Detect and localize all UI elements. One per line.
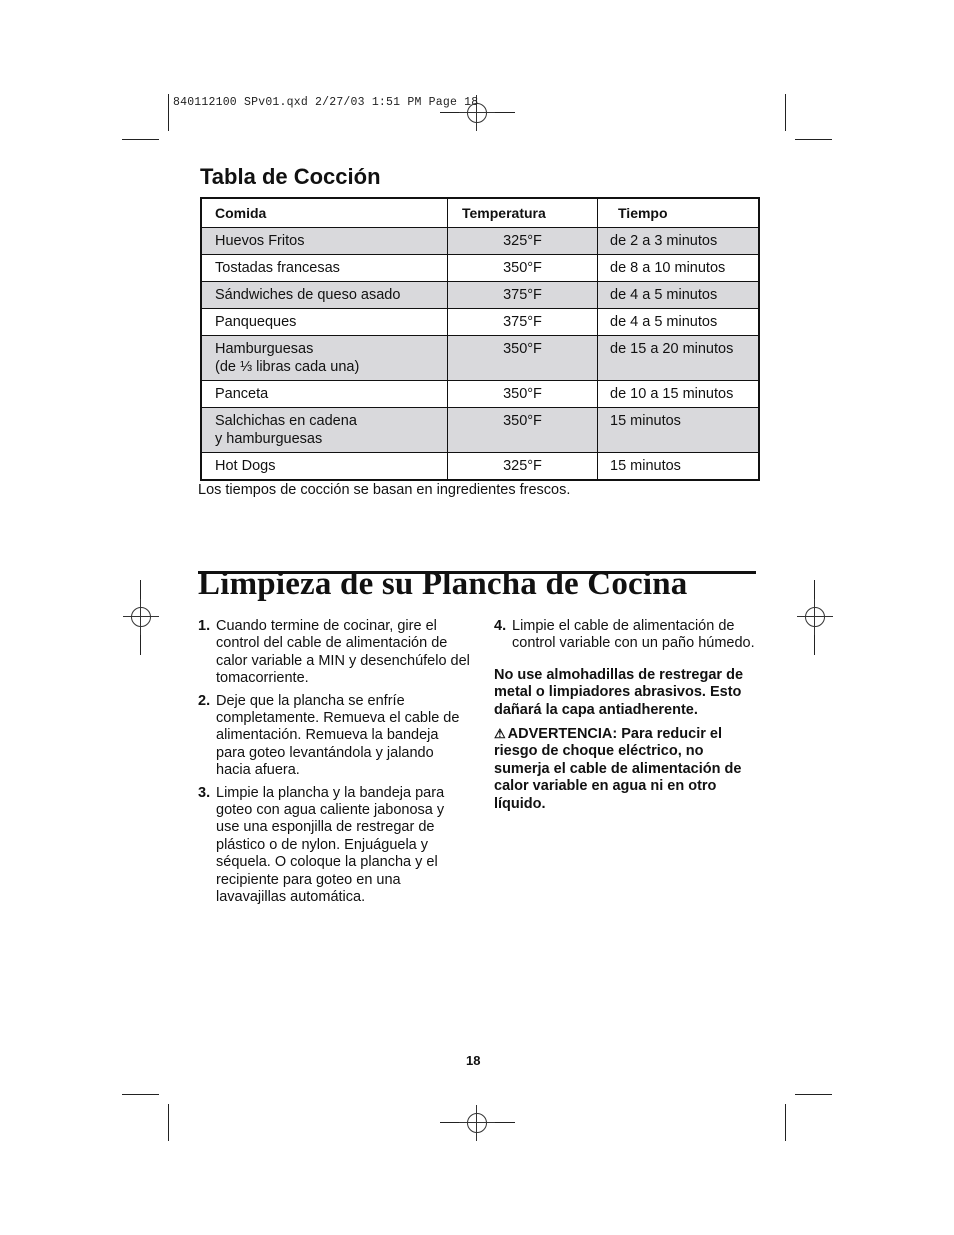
table-row bbox=[201, 282, 759, 309]
table-row bbox=[201, 255, 759, 282]
food-name: Hamburguesas bbox=[215, 341, 314, 357]
table-row bbox=[201, 408, 759, 453]
food-cell bbox=[201, 228, 448, 255]
header-temperature: Temperatura bbox=[448, 198, 598, 228]
food-name: Panceta bbox=[215, 386, 269, 402]
time-cell: de 8 a 10 minutos bbox=[598, 255, 760, 282]
step-number: 1. bbox=[198, 618, 211, 634]
table-row bbox=[201, 453, 759, 481]
temperature-cell: 375°F bbox=[448, 282, 598, 309]
temperature-cell: 325°F bbox=[448, 453, 598, 481]
time-cell: de 10 a 15 minutos bbox=[598, 381, 760, 408]
table-row bbox=[201, 228, 759, 255]
table-row bbox=[201, 336, 759, 381]
step-text: Deje que la plancha se enfríe completamente. Remueva el cable de alimentación. Remueva la bandeja para goteo levantándola y jalando hacia afuera. bbox=[216, 692, 460, 779]
time-cell: 15 minutos bbox=[598, 453, 760, 481]
time-cell: de 2 a 3 minutos bbox=[598, 228, 760, 255]
cooking-table-title: Tabla de Cocción bbox=[200, 164, 381, 189]
food-name: Sándwiches de queso asado bbox=[215, 287, 401, 303]
warning-paragraph bbox=[494, 725, 762, 813]
cleaning-title: Limpieza de su Plancha de Cocina bbox=[198, 566, 688, 602]
header-food: Comida bbox=[201, 198, 448, 228]
crop-mark bbox=[795, 1094, 832, 1095]
table-note: Los tiempos de cocción se basan en ingredientes frescos. bbox=[198, 482, 571, 498]
food-cell bbox=[201, 255, 448, 282]
cleaning-step bbox=[494, 618, 762, 653]
cooking-table bbox=[200, 197, 760, 481]
crop-mark bbox=[785, 94, 786, 131]
step-text: Cuando termine de cocinar, gire el control del cable de alimentación de calor variable a MIN y desenchúfelo del tomacorriente. bbox=[216, 618, 470, 687]
food-name: Salchichas en cadena bbox=[215, 413, 357, 429]
temperature-cell: 350°F bbox=[448, 381, 598, 408]
temperature-cell: 350°F bbox=[448, 255, 598, 282]
cleaning-step bbox=[198, 618, 470, 688]
crop-mark bbox=[795, 139, 832, 140]
crop-mark bbox=[785, 1104, 786, 1141]
warning-text: ADVERTENCIA: Para reducir el riesgo de choque eléctrico, no sumerja el cable de alimentación de calor variable en agua ni en otro líquido. bbox=[494, 726, 742, 812]
cleaning-steps-right bbox=[494, 618, 762, 819]
time-cell: de 4 a 5 minutos bbox=[598, 282, 760, 309]
caution-text: No use almohadillas de restregar de metal o limpiadores abrasivos. Esto dañará la capa antiadherente. bbox=[494, 666, 744, 718]
food-cell bbox=[201, 453, 448, 481]
food-detail: y hamburguesas bbox=[215, 431, 323, 447]
print-slug: 840112100 SPv01.qxd 2/27/03 1:51 PM Page 18 bbox=[173, 96, 479, 109]
temperature-cell: 350°F bbox=[448, 336, 598, 381]
cleaning-step bbox=[198, 693, 470, 780]
food-cell bbox=[201, 336, 448, 381]
step-text: Limpie el cable de alimentación de control variable con un paño húmedo. bbox=[512, 618, 755, 652]
table-row bbox=[201, 381, 759, 408]
time-cell: 15 minutos bbox=[598, 408, 760, 453]
table-header-row bbox=[201, 198, 759, 228]
food-name: Huevos Fritos bbox=[215, 233, 305, 249]
temperature-cell: 350°F bbox=[448, 408, 598, 453]
registration-target-icon bbox=[459, 1105, 495, 1141]
cleaning-step bbox=[198, 785, 470, 907]
crop-mark bbox=[122, 1094, 159, 1095]
warning-triangle-icon: ⚠ bbox=[494, 726, 506, 742]
step-number: 3. bbox=[198, 784, 211, 801]
step-number: 4. bbox=[494, 618, 507, 634]
step-text: Limpie la plancha y la bandeja para goteo con agua caliente jabonosa y use una esponjilla de restregar de plástico o de nylon. Enjuáguela y séquela. O coloque la plancha y el recipiente para goteo en una lavavajillas automática. bbox=[216, 784, 445, 906]
food-name: Panqueques bbox=[215, 314, 297, 330]
registration-target-icon bbox=[797, 599, 833, 635]
food-name: Hot Dogs bbox=[215, 458, 276, 474]
food-cell bbox=[201, 309, 448, 336]
time-cell: de 4 a 5 minutos bbox=[598, 309, 760, 336]
cleaning-steps-left bbox=[198, 618, 470, 912]
crop-mark bbox=[122, 139, 159, 140]
registration-target-icon bbox=[123, 599, 159, 635]
crop-mark bbox=[168, 94, 169, 131]
food-cell bbox=[201, 381, 448, 408]
food-cell bbox=[201, 282, 448, 309]
table-row bbox=[201, 309, 759, 336]
food-detail: (de ⅓ libras cada una) bbox=[215, 359, 360, 375]
time-cell: de 15 a 20 minutos bbox=[598, 336, 760, 381]
temperature-cell: 375°F bbox=[448, 309, 598, 336]
food-name: Tostadas francesas bbox=[215, 260, 340, 276]
temperature-cell: 325°F bbox=[448, 228, 598, 255]
food-cell bbox=[201, 408, 448, 453]
crop-mark bbox=[168, 1104, 169, 1141]
step-number: 2. bbox=[198, 692, 211, 709]
page-number: 18 bbox=[466, 1053, 481, 1068]
header-time: Tiempo bbox=[598, 198, 760, 228]
